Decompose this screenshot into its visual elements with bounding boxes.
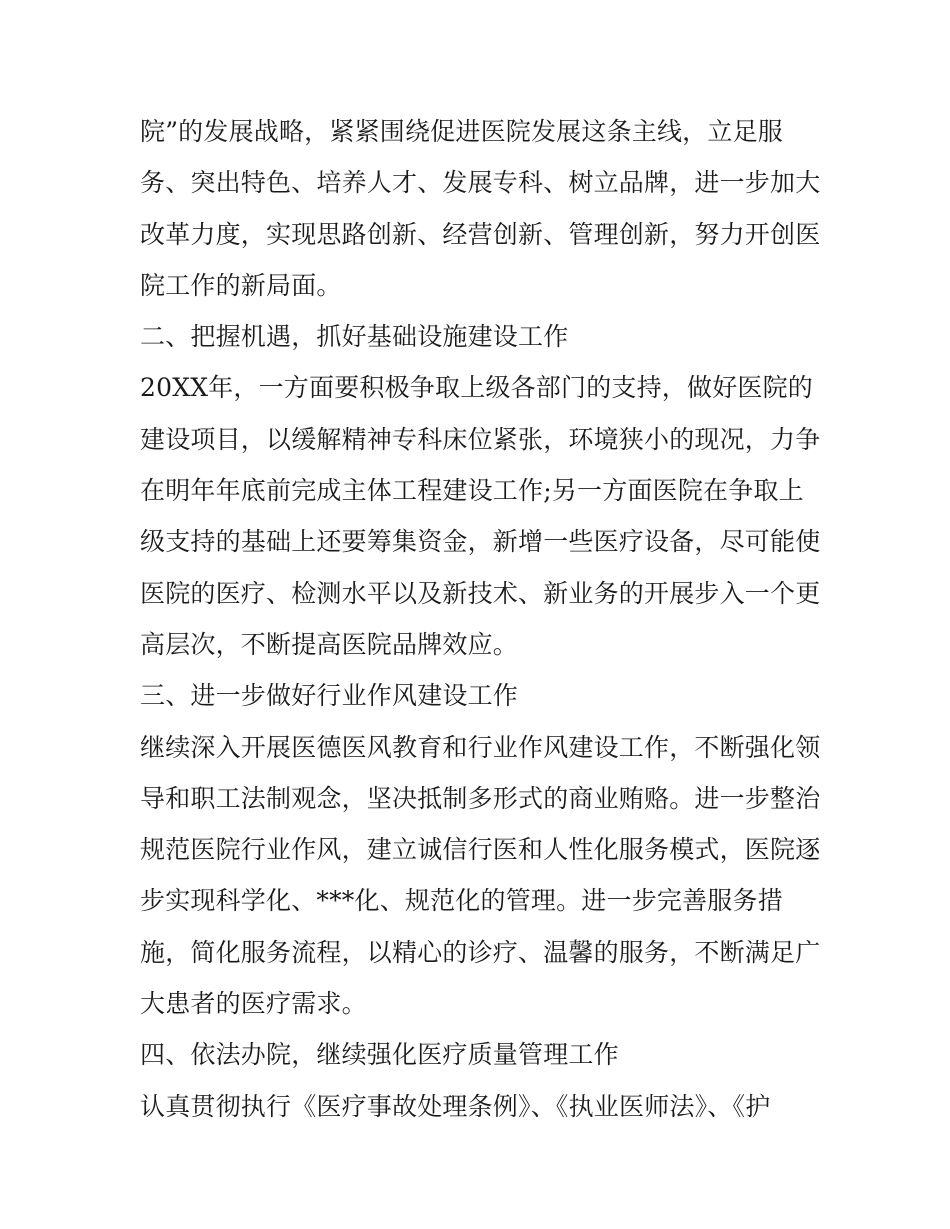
paragraph-line: 高层次，不断提高医院品牌效应。	[140, 629, 519, 659]
paragraph-line: 务、突出特色、培养人才、发展专科、树立品牌，进一步加大	[140, 168, 821, 198]
paragraph-line: 级支持的基础上还要筹集资金，新增一些医疗设备，尽可能使	[140, 527, 821, 557]
section-heading-2: 二、把握机遇，抓好基础设施建设工作	[140, 322, 569, 352]
paragraph-line: 认真贯彻执行《医疗事故处理条例》、《执业医师法》、《护	[140, 1091, 771, 1121]
paragraph-line: 20XX年，一方面要积极争取上级各部门的支持，做好医院的	[140, 373, 814, 403]
paragraph-line: 院工作的新局面。	[140, 270, 342, 300]
document-body	[140, 106, 820, 1132]
paragraph-line: 大患者的医疗需求。	[140, 989, 367, 1019]
paragraph-line: 步实现科学化、***化、规范化的管理。进一步完善服务措	[140, 886, 783, 916]
section-heading-4: 四、依法办院，继续强化医疗质量管理工作	[140, 1040, 619, 1070]
section-heading-3: 三、进一步做好行业作风建设工作	[140, 681, 519, 711]
paragraph-line: 施，简化服务流程，以精心的诊疗、温馨的服务，不断满足广	[140, 937, 821, 967]
paragraph-line: 继续深入开展医德医风教育和行业作风建设工作，不断强化领	[140, 732, 821, 762]
paragraph-line: 院”的发展战略，紧紧围绕促进医院发展这条主线，立足服	[140, 117, 783, 146]
paragraph-line: 建设项目，以缓解精神专科床位紧张，环境狭小的现况，力争	[140, 424, 821, 454]
paragraph-line: 改革力度，实现思路创新、经营创新、管理创新，努力开创医	[140, 219, 821, 249]
paragraph-line: 在明年年底前完成主体工程建设工作;另一方面医院在争取上	[140, 476, 804, 506]
paragraph-line: 导和职工法制观念，坚决抵制多形式的商业贿赂。进一步整治	[140, 783, 821, 813]
paragraph-line: 规范医院行业作风，建立诚信行医和人性化服务模式，医院逐	[140, 835, 821, 865]
paragraph-line: 医院的医疗、检测水平以及新技术、新业务的开展步入一个更	[140, 578, 821, 608]
